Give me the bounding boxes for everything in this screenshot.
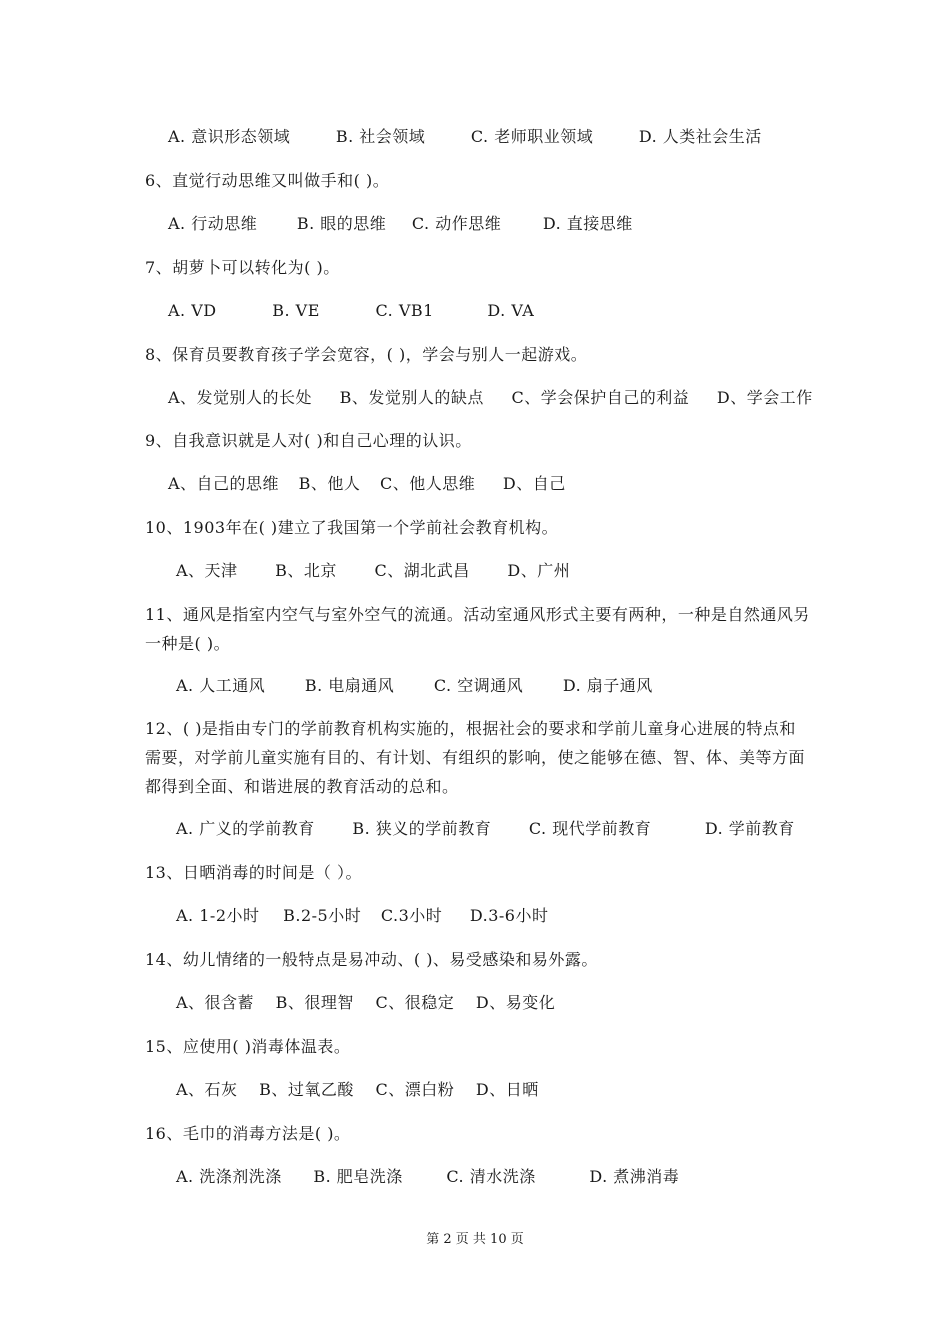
option-c: C. VB1 bbox=[375, 301, 434, 320]
question-11-stem: 11、通风是指室内空气与室外空气的流通。活动室通风形式主要有两种，一种是自然通风另一种是( )。 bbox=[145, 605, 810, 653]
question-14-stem: 14、幼儿情绪的一般特点是易冲动、( )、易受感染和易外露。 bbox=[145, 950, 598, 969]
option-d: D. 煮沸消毒 bbox=[589, 1167, 680, 1186]
question-13-stem: 13、日晒消毒的时间是（ ）。 bbox=[145, 863, 362, 882]
option-b: B、发觉别人的缺点 bbox=[339, 388, 484, 407]
question-8-stem: 8、保育员要教育孩子学会宽容，( )，学会与别人一起游戏。 bbox=[145, 345, 588, 364]
question-6-stem: 6、直觉行动思维又叫做手和( )。 bbox=[145, 171, 390, 190]
option-d: D. 学前教育 bbox=[704, 819, 795, 838]
options-q14 bbox=[176, 988, 846, 1017]
option-d: D. VA bbox=[487, 301, 535, 320]
option-c: C、很稳定 bbox=[375, 993, 455, 1012]
option-a: A. VD bbox=[168, 301, 217, 320]
question-10-stem: 10、1903年在( )建立了我国第一个学前社会教育机构。 bbox=[145, 518, 559, 537]
question-9-stem: 9、自我意识就是人对( )和自己心理的认识。 bbox=[145, 431, 472, 450]
option-c: C. 动作思维 bbox=[411, 214, 502, 233]
option-a: A、自己的思维 bbox=[168, 474, 280, 493]
option-d: D、学会工作 bbox=[716, 388, 813, 407]
option-c: C、他人思维 bbox=[380, 474, 476, 493]
option-b: B. 电扇通风 bbox=[304, 676, 395, 695]
option-a: A、发觉别人的长处 bbox=[168, 388, 313, 407]
option-b: B. 眼的思维 bbox=[296, 214, 387, 233]
option-d: D、广州 bbox=[507, 561, 571, 580]
option-c: C、漂白粉 bbox=[375, 1080, 455, 1099]
option-b: B、很理智 bbox=[275, 993, 354, 1012]
options-q11 bbox=[176, 671, 846, 700]
option-b: B、过氧乙酸 bbox=[259, 1080, 354, 1099]
options-q9 bbox=[168, 469, 838, 498]
page-footer: 第 2 页 共 10 页 bbox=[426, 1232, 524, 1247]
option-a: A. 人工通风 bbox=[176, 676, 266, 695]
options-q15 bbox=[176, 1075, 846, 1104]
question-7-stem: 7、胡萝卜可以转化为( )。 bbox=[145, 258, 340, 277]
option-a: A. 意识形态领域 bbox=[168, 127, 291, 146]
option-d: D. 人类社会生活 bbox=[638, 127, 762, 146]
question-16-stem: 16、毛巾的消毒方法是( )。 bbox=[145, 1124, 351, 1143]
option-a: A. 行动思维 bbox=[168, 214, 258, 233]
option-c: C.3小时 bbox=[380, 906, 443, 925]
options-q6 bbox=[168, 209, 838, 238]
option-b: B.2-5小时 bbox=[283, 906, 362, 925]
option-d: D.3-6小时 bbox=[469, 906, 549, 925]
options-q13 bbox=[176, 901, 846, 930]
option-b: B. 肥皂洗涤 bbox=[313, 1167, 403, 1186]
option-b: B. VE bbox=[272, 301, 320, 320]
option-a: A. 洗涤剂洗涤 bbox=[176, 1167, 282, 1186]
option-a: A、很含蓄 bbox=[176, 993, 255, 1012]
option-b: B、北京 bbox=[275, 561, 337, 580]
option-c: C、学会保护自己的利益 bbox=[511, 388, 690, 407]
option-d: D. 扇子通风 bbox=[562, 676, 653, 695]
option-c: C. 空调通风 bbox=[433, 676, 524, 695]
option-c: C. 老师职业领域 bbox=[470, 127, 594, 146]
option-a: A. 1-2小时 bbox=[176, 906, 260, 925]
question-15-stem: 15、应使用( )消毒体温表。 bbox=[145, 1037, 351, 1056]
option-c: C. 现代学前教育 bbox=[528, 819, 652, 838]
options-q8 bbox=[168, 383, 838, 412]
option-a: A. 广义的学前教育 bbox=[176, 819, 315, 838]
options-q7 bbox=[168, 296, 838, 325]
option-b: B、他人 bbox=[298, 474, 361, 493]
options-q16 bbox=[176, 1162, 846, 1191]
option-a: A、天津 bbox=[176, 561, 238, 580]
options-q5 bbox=[168, 122, 838, 151]
option-a: A、石灰 bbox=[176, 1080, 238, 1099]
option-d: D. 直接思维 bbox=[542, 214, 633, 233]
option-d: D、日晒 bbox=[475, 1080, 539, 1099]
question-12-stem: 12、( )是指由专门的学前教育机构实施的，根据社会的要求和学前儿童身心进展的特点和需要，对学前儿童实施有目的、有计划、有组织的影响，使之能够在德、智、体、美等方面都得到全面、和谐进展的教育活动的总和。 bbox=[145, 719, 806, 796]
option-b: B. 狭义的学前教育 bbox=[352, 819, 492, 838]
options-q12 bbox=[176, 814, 846, 843]
options-q10 bbox=[176, 556, 846, 585]
option-d: D、易变化 bbox=[475, 993, 556, 1012]
option-c: C、湖北武昌 bbox=[374, 561, 470, 580]
option-b: B. 社会领域 bbox=[335, 127, 426, 146]
option-c: C. 清水洗涤 bbox=[446, 1167, 536, 1186]
option-d: D、自己 bbox=[502, 474, 566, 493]
